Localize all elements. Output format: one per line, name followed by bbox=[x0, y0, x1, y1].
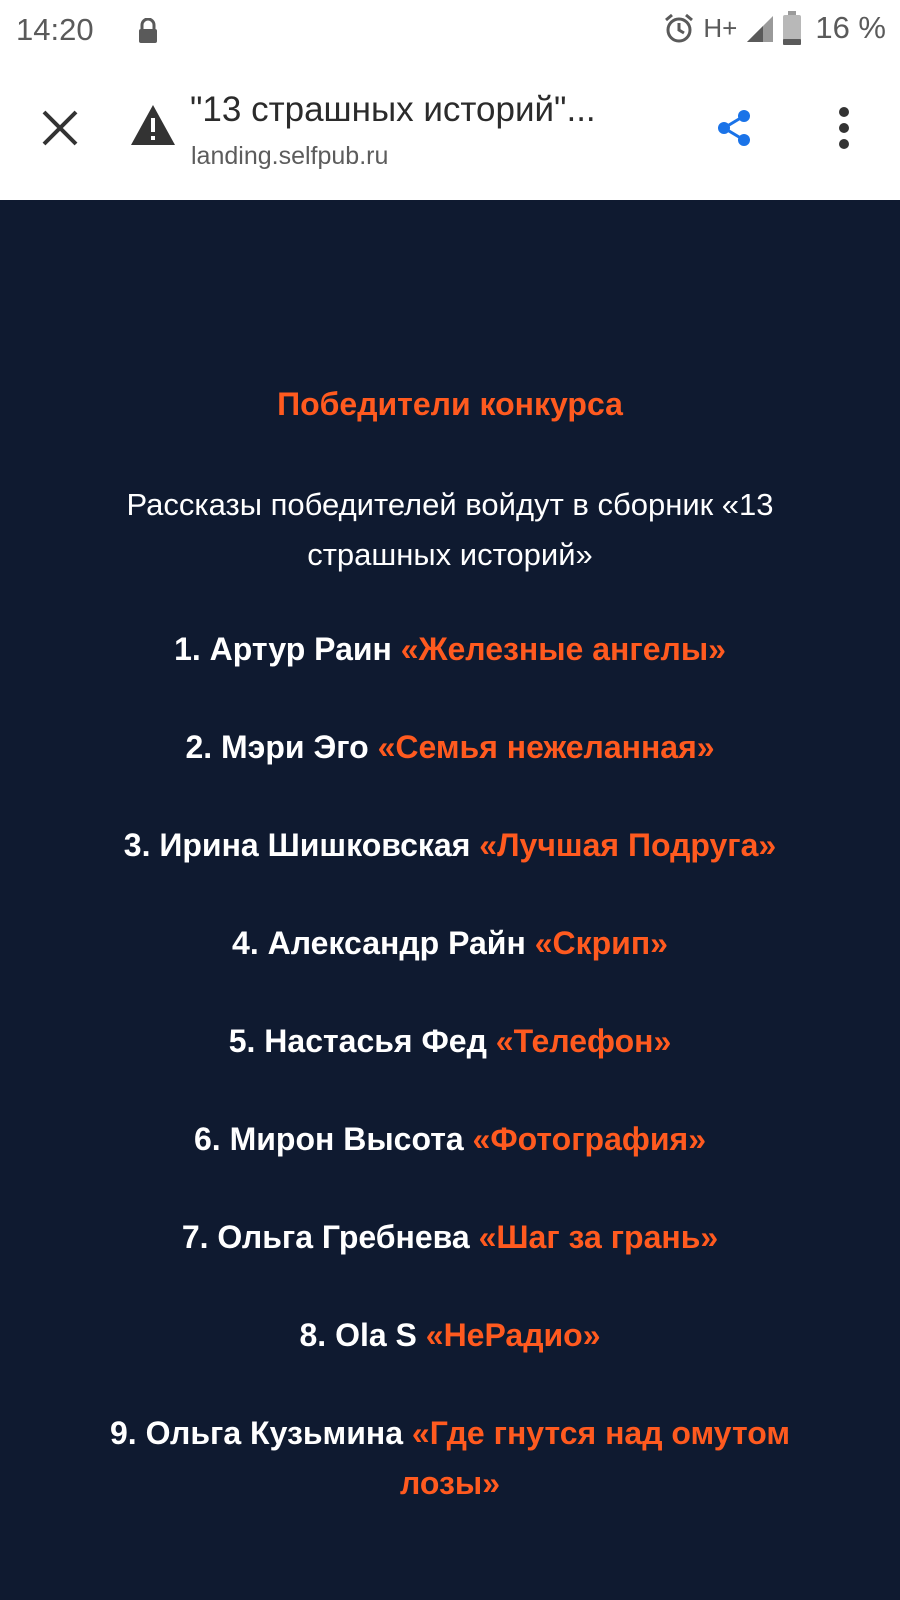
winner-story-title: «Лучшая Подруга» bbox=[479, 827, 777, 863]
battery-icon bbox=[783, 11, 801, 45]
signal-icon bbox=[745, 12, 775, 44]
status-indicators bbox=[663, 10, 886, 46]
lock-icon bbox=[136, 18, 160, 44]
page-content bbox=[0, 200, 900, 1600]
status-time: 14:20 bbox=[16, 12, 94, 47]
winner-author: 3. Ирина Шишковская bbox=[123, 827, 480, 863]
battery-percent: 16 % bbox=[815, 10, 886, 45]
warning-icon[interactable] bbox=[130, 104, 176, 146]
more-vert-icon[interactable] bbox=[822, 102, 866, 154]
winner-author: 9. Ольга Кузьмина bbox=[109, 1415, 412, 1451]
winner-item bbox=[60, 1114, 840, 1164]
winners-heading: Победители конкурса bbox=[277, 386, 623, 422]
winner-item bbox=[60, 624, 840, 674]
close-icon[interactable] bbox=[38, 102, 82, 154]
winner-item bbox=[60, 1310, 840, 1360]
winner-author: 2. Мэри Эго bbox=[185, 729, 378, 765]
winner-story-title: «Телефон» bbox=[495, 1023, 672, 1059]
winner-story-title: «Семья нежеланная» bbox=[377, 729, 715, 765]
winner-author: 1. Артур Раин bbox=[174, 631, 401, 667]
winner-item bbox=[60, 1016, 840, 1066]
winner-author: 4. Александр Райн bbox=[232, 925, 535, 961]
winner-story-title: «НеРадио» bbox=[425, 1317, 601, 1353]
share-icon[interactable] bbox=[714, 108, 754, 148]
winner-item bbox=[60, 918, 840, 968]
winner-story-title: «Железные ангелы» bbox=[400, 631, 726, 667]
page-title: "13 страшных историй"... bbox=[190, 90, 596, 129]
winner-author: 8. Ola S bbox=[299, 1317, 426, 1353]
winner-author: 6. Мирон Высота bbox=[193, 1121, 473, 1157]
winner-author: 5. Настасья Фед bbox=[228, 1023, 496, 1059]
winner-story-title: «Скрип» bbox=[534, 925, 668, 961]
winner-item bbox=[60, 820, 840, 870]
winner-story-title: «Фотография» bbox=[472, 1121, 707, 1157]
winner-story-title: «Шаг за грань» bbox=[478, 1219, 719, 1255]
winner-item bbox=[60, 1408, 840, 1508]
custom-tab-toolbar bbox=[0, 62, 900, 200]
network-type: H+ bbox=[703, 12, 738, 43]
page-url: landing.selfpub.ru bbox=[191, 142, 389, 170]
alarm-icon bbox=[663, 12, 695, 44]
winners-subtitle: Рассказы победителей войдут в сборник «13 страшных историй» bbox=[126, 487, 774, 572]
winner-author: 7. Ольга Гребнева bbox=[181, 1219, 479, 1255]
winner-item bbox=[60, 1212, 840, 1262]
winner-story-title: «Где гнутся над омутом лозы» bbox=[399, 1415, 790, 1501]
winner-item bbox=[60, 722, 840, 772]
status-bar bbox=[0, 0, 900, 62]
